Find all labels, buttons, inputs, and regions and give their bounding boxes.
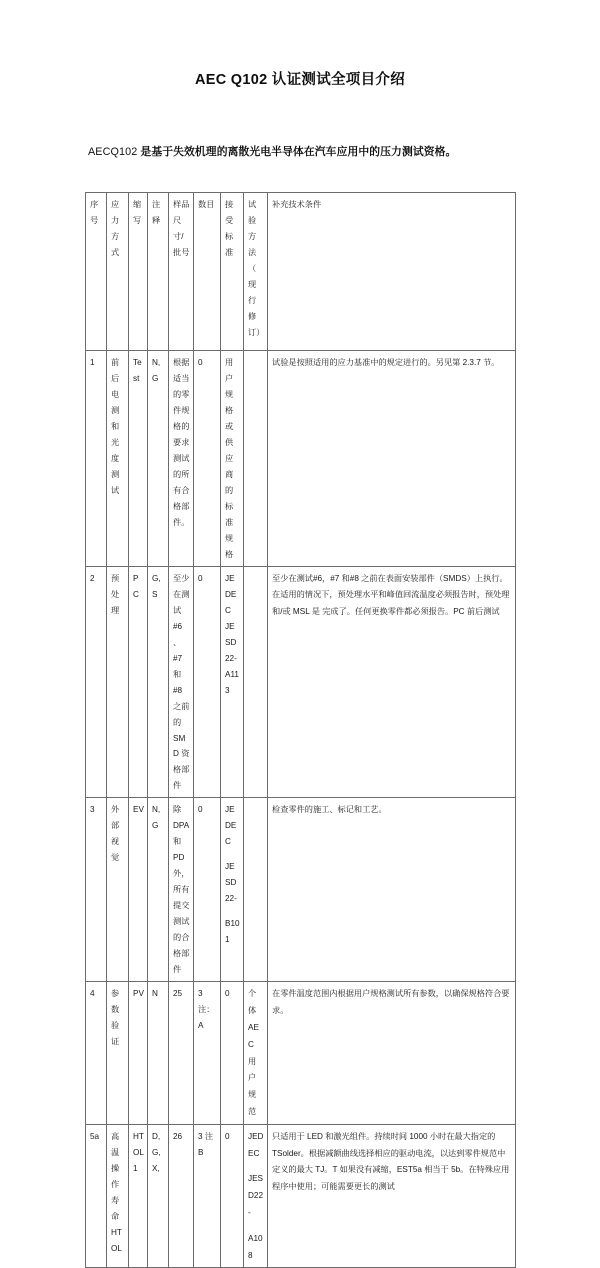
cell-stress: 外部视觉 (107, 798, 129, 982)
cell-supplement: 试验是按照适用的应力基准中的规定进行的。另见第 2.3.7 节。 (268, 350, 516, 566)
table-row (86, 982, 516, 1125)
cell-method (244, 1124, 268, 1268)
cell-sample-size: 25 (169, 982, 194, 1125)
cell-abbr: PV (129, 982, 148, 1125)
cell-method-line-3: A108 (248, 1233, 263, 1260)
cell-note: D, G, X, (148, 1124, 169, 1268)
column-header-sample-size: 样品尺寸/批号 (169, 193, 194, 351)
cell-sample-size: 26 (169, 1124, 194, 1268)
cell-method-line-2: JESD22- (248, 1174, 264, 1218)
cell-sample-size: 至少在测试#6、#7 和#8 之前的 SMD 资格部件 (169, 566, 194, 798)
cell-sample-size: 根据适当的零件规格的要求测试的所有合格部件。 (169, 350, 194, 566)
cell-abbr: EV (129, 798, 148, 982)
cell-accept-line-1: JEDEC (225, 805, 237, 847)
cell-qty: 0 (194, 350, 221, 566)
cell-qty: 0 (194, 566, 221, 798)
cell-accept: 0 (221, 1124, 244, 1268)
column-header-no: 序号 (86, 193, 107, 351)
lead-spec-code: AECQ102 (88, 146, 138, 158)
cell-qty: 0 (194, 798, 221, 982)
cell-stress: 预处理 (107, 566, 129, 798)
test-items-table (85, 192, 516, 1268)
cell-method (244, 798, 268, 982)
test-items-table-wrap (85, 192, 515, 1268)
cell-abbr: Test (129, 350, 148, 566)
table-row (86, 350, 516, 566)
cell-note: N, G (148, 798, 169, 982)
cell-accept-line-2: JESD22- (225, 862, 237, 904)
page-title: AEC Q102 认证测试全项目介绍 (194, 72, 406, 88)
cell-no: 1 (86, 350, 107, 566)
cell-note: G, S (148, 566, 169, 798)
lead-paragraph (88, 144, 518, 159)
cell-supplement: 检查零件的施工、标记和工艺。 (268, 798, 516, 982)
column-header-qty: 数目 (194, 193, 221, 351)
cell-supplement: 只适用于 LED 和激光组件。持续时间 1000 小时在最大指定的 TSolder。根据减额曲线选择相应的驱动电流，以达到零件规范中定义的最大 TJ。T 如果没有减缩，EST5a 相当于 5b。在特殊应用程序中使用；可能需要更长的测试 (268, 1124, 516, 1268)
cell-note: N, G (148, 350, 169, 566)
spacer (248, 1222, 264, 1231)
table-header-row (86, 193, 516, 351)
column-header-abbr: 缩写 (129, 193, 148, 351)
cell-method (244, 350, 268, 566)
cell-method (244, 566, 268, 798)
cell-accept: 0 (221, 982, 244, 1125)
cell-qty: 3 注 B (194, 1124, 221, 1268)
cell-accept-line-3: B101 (225, 919, 240, 945)
cell-supplement: 在零件温度范围内根据用户规格测试所有参数，以确保规格符合要求。 (268, 982, 516, 1125)
cell-supplement: 至少在测试#6，#7 和#8 之前在表面安装部件（SMDS）上执行。在适用的情况下，预处理水平和峰值回流温度必须报告时，预处理和/或 MSL 是 完成了。任何更换零件都必须报告。PC 前后测试 (268, 566, 516, 798)
spacer (225, 850, 240, 859)
cell-abbr: PC (129, 566, 148, 798)
cell-qty: 3 注：A (194, 982, 221, 1125)
column-header-accept: 接受标准 (221, 193, 244, 351)
cell-method: 个体 AEC 用户规范 (244, 982, 268, 1125)
cell-accept: JEDEC JESD22-A113 (221, 566, 244, 798)
column-header-method: 试验方法（现行修订） (244, 193, 268, 351)
cell-stress: 高温操作寿命 HTOL (107, 1124, 129, 1268)
cell-no: 4 (86, 982, 107, 1125)
cell-sample-size: 除 DPA 和 PD 外，所有提交测试的合格部件 (169, 798, 194, 982)
lead-description: 是基于失效机理的离散光电半导体在汽车应用中的压力测试资格。 (140, 146, 457, 158)
table-row (86, 798, 516, 982)
cell-stress: 前后电测和光度测试 (107, 350, 129, 566)
cell-note: N (148, 982, 169, 1125)
column-header-stress: 应力方式 (107, 193, 129, 351)
cell-accept (221, 798, 244, 982)
spacer (248, 1162, 264, 1171)
cell-no: 5a (86, 1124, 107, 1268)
column-header-supplement: 补充技术条件 (268, 193, 516, 351)
cell-stress: 参数验证 (107, 982, 129, 1125)
cell-abbr: HTOL1 (129, 1124, 148, 1268)
cell-no: 2 (86, 566, 107, 798)
column-header-note: 注释 (148, 193, 169, 351)
spacer (225, 907, 240, 916)
cell-method-line-1: JEDEC (248, 1131, 264, 1158)
table-row (86, 1124, 516, 1268)
cell-no: 3 (86, 798, 107, 982)
cell-accept: 用户规格或供应商的标准规格 (221, 350, 244, 566)
table-row (86, 566, 516, 798)
